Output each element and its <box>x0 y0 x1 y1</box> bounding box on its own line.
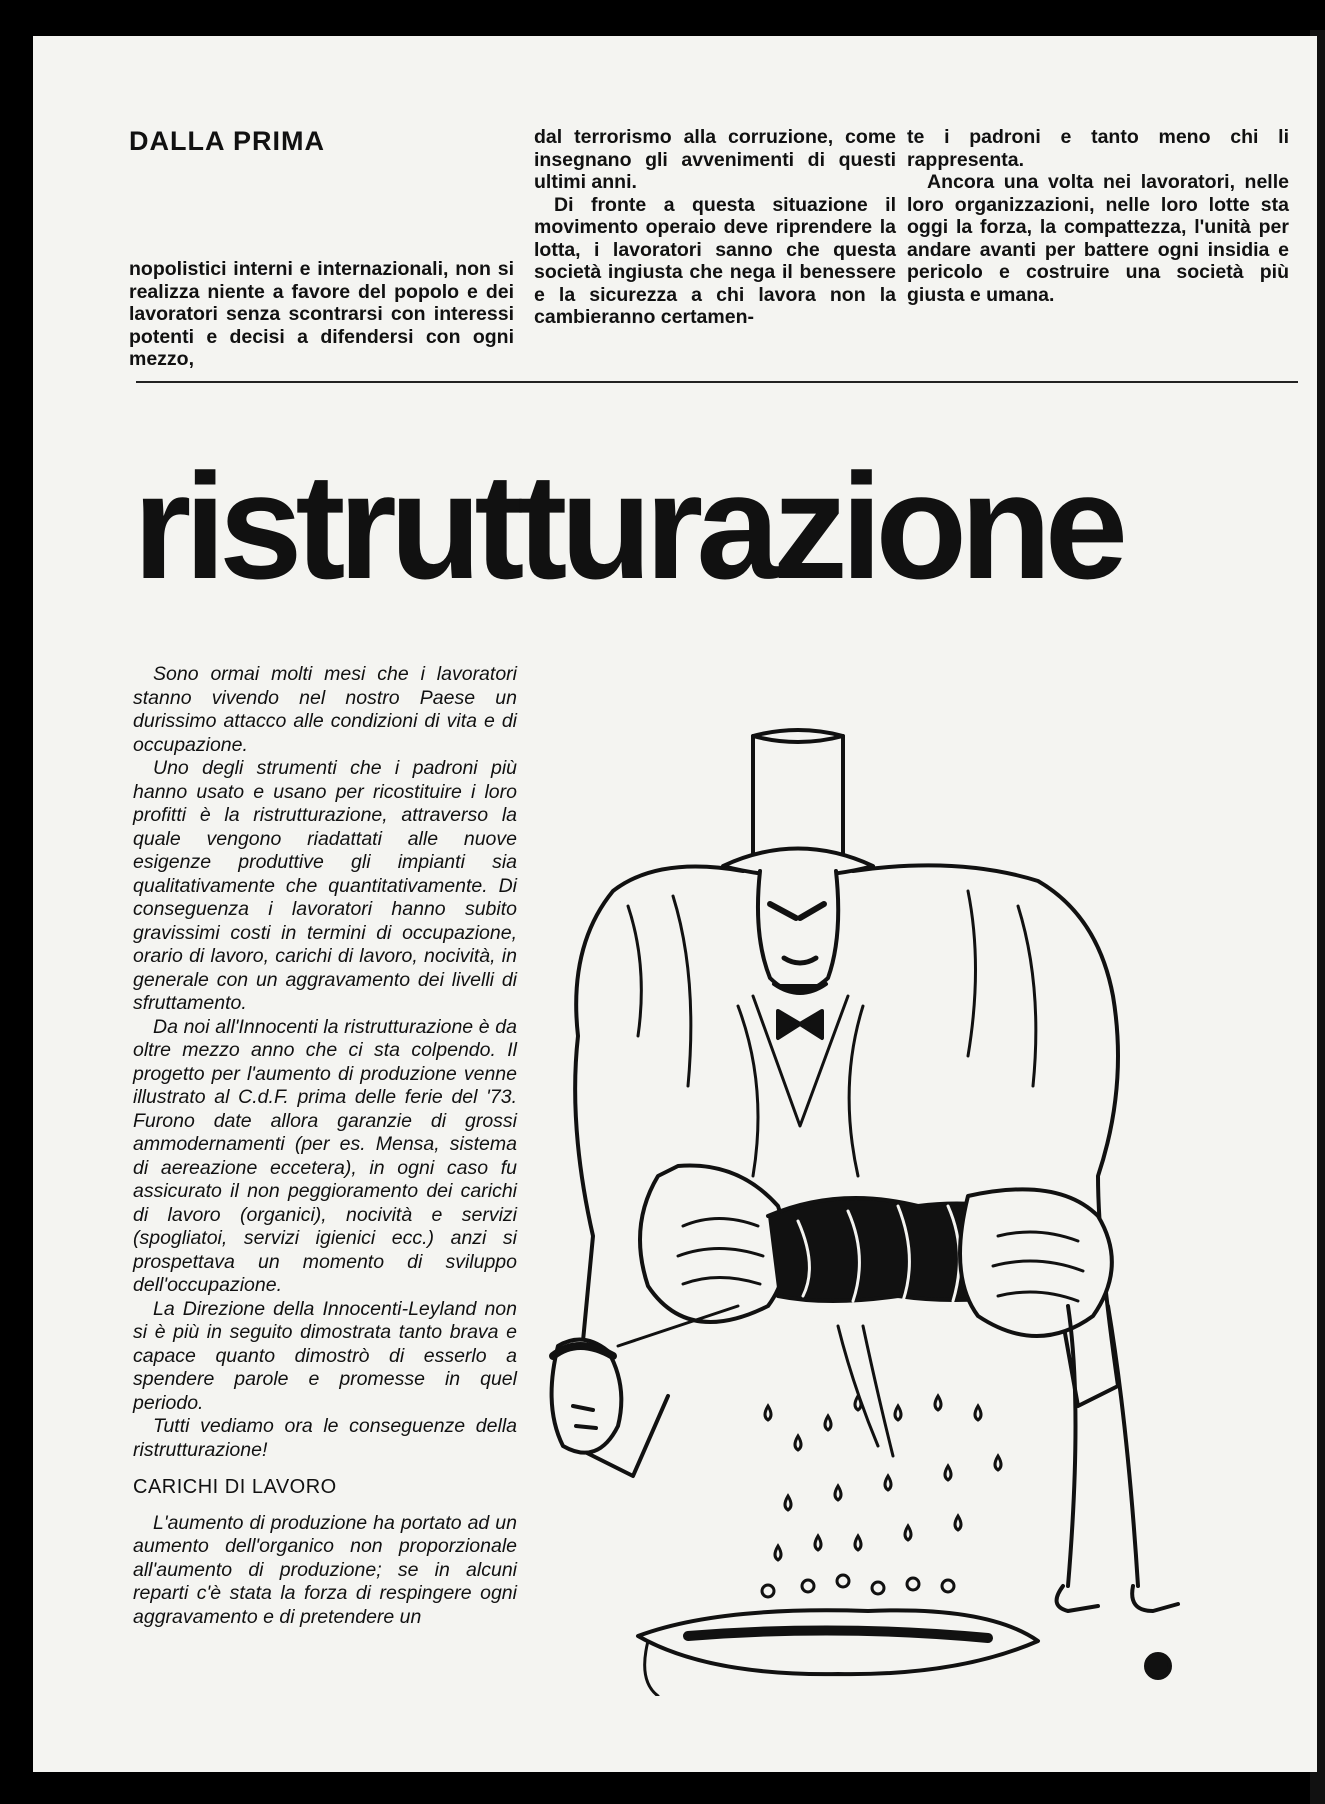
top-col2-paragraph-2: Di fronte a questa situazione il movimento operaio deve riprendere la lotta, i lavoratori sanno che questa società ingiusta che nega il benessere e la sicurezza a chi lavora non la cambieranno certamen- <box>534 193 896 328</box>
top-column-2 <box>534 126 896 329</box>
top-col3-paragraph-2: Ancora una volta nei lavoratori, nelle loro organizzazioni, nelle loro lotte sta oggi la forza, la compattezza, l'unità per andare avanti per battere ogni insidia e pericolo e costruire una società più giusta e umana. <box>907 171 1289 306</box>
section-label: DALLA PRIMA <box>129 126 325 156</box>
article-subheading: CARICHI DI LAVORO <box>133 1476 337 1498</box>
article-body <box>133 663 517 1629</box>
article-paragraph-1: Sono ormai molti mesi che i lavoratori stanno vivendo nel nostro Paese un durissimo attacco alle condizioni di vita e di occupazione. <box>133 663 517 756</box>
article-paragraph-4: La Direzione della Innocenti-Leyland non si è più in seguito dimostrata tanto brava e capace quanto dimostrò di esserlo a spendere parole e promesse in quel periodo. <box>133 1297 517 1414</box>
top-column-1 <box>129 258 514 371</box>
article-paragraph-2: Uno degli strumenti che i padroni più hanno usato e usano per ricostituire i loro profitti è la ristrutturazione, attraverso la quale vengono riadattati alle nuove esigenze produttive gli impianti sia qualitativamente che quantitativamente. Di conseguenza i lavoratori hanno subito gravissimi costi in termini di occupazione, orario di lavoro, carichi di lavoro, nocività, in generale con un aggravamento dei livelli di sfruttamento. <box>133 757 517 1014</box>
article-paragraph-3: Da noi all'Innocenti la ristrutturazione è da oltre mezzo anno che ci sta colpendo. Il progetto per l'aumento di produzione venne illustrato al C.d.F. prima delle ferie del '73. Furono date allora garanzie di grossi ammodernamenti (per es. Mensa, sistema di aereazione eccetera), in ogni caso fu assicurato il non peggioramento dei carichi di lavoro (organici), nocività e servizi (spogliatoi, servizi igienici ecc.) anzi si prospettava un momento di sviluppo dell'occupazione. <box>133 1015 517 1296</box>
top-col2-paragraph-1: dal terrorismo alla corruzione, come insegnano gli avvenimenti di questi ultimi anni. <box>534 126 896 193</box>
top-column-3 <box>907 126 1289 306</box>
article-paragraph-5: Tutti vediamo ora le conseguenze della ristrutturazione! <box>133 1415 517 1461</box>
article-paragraph-6: L'aumento di produzione ha portato ad un aumento dell'organico non proporzionale all'aumento di produzione; se in alcuni reparti c'è stata la forza di respingere ogni aggravamento e di pretendere un <box>133 1511 517 1628</box>
section-divider <box>136 381 1298 383</box>
top-col3-paragraph-1: te i padroni e tanto meno chi li rappresenta. <box>907 126 1289 171</box>
top-col1-paragraph: nopolistici interni e internazionali, non si realizza niente a favore del popolo e dei lavoratori senza scontrarsi con interessi potenti e decisi a difendersi con ogni mezzo, <box>129 258 514 370</box>
magazine-page <box>33 36 1317 1772</box>
wringing-worker-cartoon-icon <box>538 706 1298 1696</box>
headline: ristrutturazione <box>133 442 1122 610</box>
